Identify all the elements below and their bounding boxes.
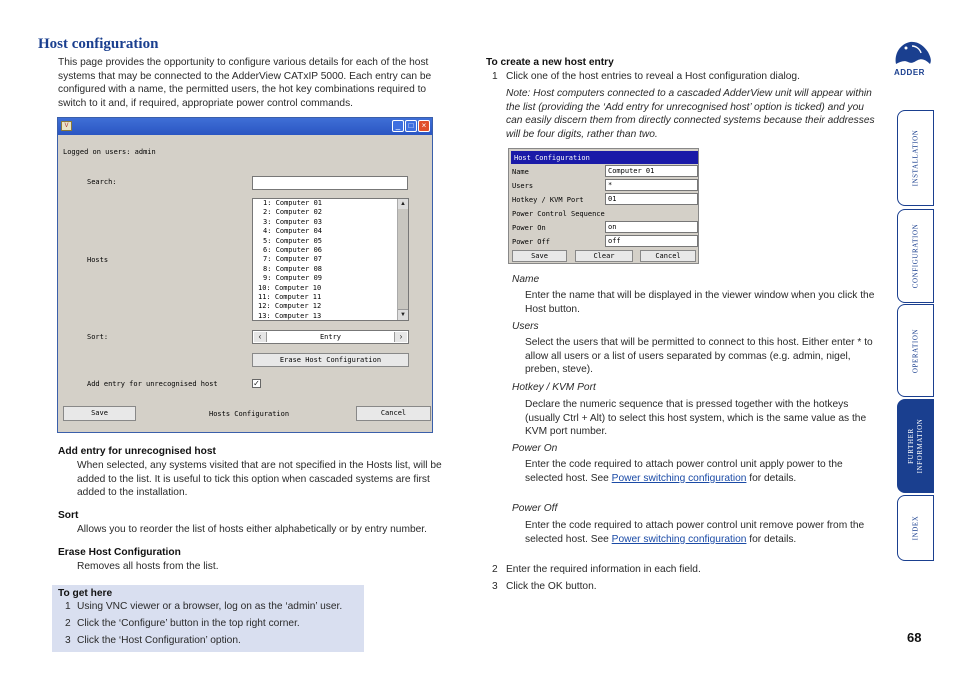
field-desc [525, 519, 880, 546]
power-on-input[interactable]: on [605, 221, 698, 233]
sort-select[interactable] [252, 330, 409, 344]
field-name: Power Off [512, 503, 558, 514]
dialog-title: Host Configuration [514, 154, 590, 162]
host-list-item[interactable]: 8: Computer 08 [263, 264, 323, 273]
power-off-input[interactable]: off [605, 235, 698, 247]
section-text: When selected, any systems visited that are not specified in the Hosts list, will be added to the list. It is useful to tick this option when cascaded systems are first added to the installation. [77, 460, 442, 499]
scroll-down-icon[interactable]: ▼ [398, 309, 408, 320]
step-number: 2 [492, 564, 498, 575]
close-icon[interactable]: × [418, 120, 430, 132]
step-text: Click the OK button. [506, 581, 597, 592]
host-list-item[interactable]: 9: Computer 09 [263, 274, 323, 283]
host-list-item[interactable]: 1: Computer 01 [263, 199, 323, 207]
get-here-box [52, 585, 364, 652]
logged-on-users: Logged on users: admin [63, 148, 156, 156]
field-name: Name [512, 274, 540, 285]
scroll-thumb[interactable] [398, 209, 408, 309]
tab-index[interactable] [897, 495, 934, 561]
tab-operation[interactable] [897, 304, 934, 397]
power-switching-link[interactable]: Power switching configuration [611, 533, 747, 545]
name-input[interactable]: Computer 01 [605, 165, 698, 177]
hosts-list[interactable] [252, 198, 409, 321]
step-number: 2 [65, 618, 71, 629]
dialog-titlebar [511, 151, 698, 164]
field-desc [525, 458, 875, 485]
field-desc-text: for details. [746, 533, 797, 545]
host-list-item[interactable]: 11: Computer 11 [258, 292, 322, 301]
window-titlebar [58, 118, 432, 135]
tab-label: OPERATION [911, 328, 919, 373]
field-desc-text: Enter the code required to attach power control unit remove power from the selected host. See [525, 520, 865, 545]
tab-label: FURTHER INFORMATION [906, 418, 924, 474]
search-input[interactable] [252, 176, 408, 190]
cancel-button[interactable]: Cancel [356, 406, 431, 421]
step-text: Click one of the host entries to reveal a Host configuration dialog. [506, 71, 800, 82]
host-list-item[interactable]: 7: Computer 07 [263, 255, 323, 264]
erase-host-config-button[interactable]: Erase Host Configuration [252, 353, 409, 367]
save-button[interactable]: Save [63, 406, 136, 421]
field-name: Users [512, 321, 539, 332]
tab-label: CONFIGURATION [911, 223, 919, 289]
host-list-item[interactable]: 10: Computer 10 [258, 283, 322, 292]
hotkey-label: Hotkey / KVM Port [512, 196, 584, 204]
maximize-icon[interactable]: □ [405, 120, 417, 132]
intro-paragraph: This page provides the opportunity to configure various details for each of the host systems that may be connected to the AdderView CATxIP 5000. Each entry can be configured with a name, the permitted users, the hot key combinations required to switch to it and, if required, appropriate power control commands. [58, 57, 432, 109]
dialog-clear-button[interactable]: Clear [575, 250, 633, 262]
scroll-up-icon[interactable]: ▲ [398, 199, 408, 210]
field-desc: Select the users that will be permitted to connect to this host. Either enter * to allow all users or a list of users separated by commas (e.g. admin, nigel, preben, steve). [525, 337, 873, 376]
field-desc: Declare the numeric sequence that is pressed together with the hotkeys (usually Ctrl + Alt) to select this host system, which is the same value as the KVM port number. [525, 399, 867, 438]
adder-logo [890, 38, 936, 78]
users-label: Users [512, 182, 534, 190]
sort-value: Entry [319, 333, 342, 341]
page-title: Host configuration [38, 36, 159, 52]
step-text: Using VNC viewer or a browser, log on as the ‘admin’ user. [77, 601, 343, 612]
step-number: 1 [492, 71, 498, 82]
hosts-label: Hosts [87, 256, 109, 264]
step-text: Click the ‘Host Configuration’ option. [77, 635, 241, 646]
step-number: 3 [65, 635, 71, 646]
field-desc: Enter the name that will be displayed in the viewer window when you click the Host button. [525, 290, 875, 315]
search-label: Search: [87, 178, 117, 186]
add-entry-label: Add entry for unrecognised host [87, 380, 218, 388]
step-text: Click the ‘Configure’ button in the top right corner. [77, 618, 300, 629]
create-host-title: To create a new host entry [486, 57, 614, 68]
minimize-icon[interactable]: _ [392, 120, 404, 132]
sort-next-icon[interactable]: › [394, 332, 407, 342]
sort-prev-icon[interactable]: ‹ [254, 332, 267, 342]
get-here-title: To get here [58, 588, 113, 599]
page-number: 68 [907, 630, 922, 645]
tab-label: INDEX [911, 515, 919, 541]
section-title: Sort [58, 510, 79, 521]
add-entry-checkbox[interactable]: ✓ [253, 379, 260, 388]
host-config-dialog [508, 148, 699, 264]
hosts-scrollbar[interactable] [397, 199, 408, 320]
window-body [59, 135, 431, 431]
field-desc-text: for details. [746, 472, 797, 484]
dialog-save-button[interactable]: Save [512, 250, 567, 262]
section-title: Erase Host Configuration [58, 547, 181, 558]
adder-snake-icon [890, 38, 936, 68]
step-number: 1 [65, 601, 71, 612]
section-text: Removes all hosts from the list. [77, 561, 219, 572]
tab-configuration[interactable] [897, 209, 934, 303]
name-label: Name [512, 168, 529, 176]
host-list-item[interactable]: 6: Computer 06 [263, 245, 323, 254]
sort-label: Sort: [87, 333, 109, 341]
tab-further-information[interactable] [897, 399, 934, 493]
power-on-label: Power On [512, 224, 546, 232]
field-name: Hotkey / KVM Port [512, 382, 596, 393]
app-icon: V [61, 121, 72, 131]
power-off-label: Power Off [512, 238, 550, 246]
power-sequence-label: Power Control Sequence [512, 210, 605, 218]
field-name: Power On [512, 443, 558, 454]
power-switching-link[interactable]: Power switching configuration [611, 472, 747, 484]
host-list-item[interactable]: 3: Computer 03 [263, 217, 323, 226]
step-number: 3 [492, 581, 498, 592]
section-title: Add entry for unrecognised host [58, 446, 216, 457]
tab-installation[interactable] [897, 110, 934, 206]
host-config-screenshot [57, 117, 433, 433]
cascade-note: Note: Host computers connected to a cascaded AdderView unit will appear within the list (providing the ‘Add entry for unrecognised host’ option is ticked) and you can easily discern them from directly connected systems because their addresses will be four digits, rather than two. [506, 88, 875, 140]
dialog-cancel-button[interactable]: Cancel [640, 250, 696, 262]
users-input[interactable]: * [605, 179, 698, 191]
logo-text: ADDER [894, 68, 925, 77]
host-list-item[interactable]: 13: Computer 13 [258, 311, 322, 320]
host-list-item[interactable]: 12: Computer 12 [258, 302, 322, 311]
step-text: Enter the required information in each field. [506, 564, 701, 575]
host-list-item[interactable]: 2: Computer 02 [263, 208, 323, 217]
hotkey-input[interactable]: 01 [605, 193, 698, 205]
field-desc-text: Enter the code required to attach power control unit apply power to the selected host. See [525, 459, 843, 484]
section-text: Allows you to reorder the list of hosts either alphabetically or by entry number. [77, 524, 427, 535]
tab-label: INSTALLATION [911, 129, 919, 187]
host-list-item[interactable]: 4: Computer 04 [263, 227, 323, 236]
host-list-item[interactable]: 5: Computer 05 [263, 236, 323, 245]
footer-title: Hosts Configuration [209, 410, 290, 418]
